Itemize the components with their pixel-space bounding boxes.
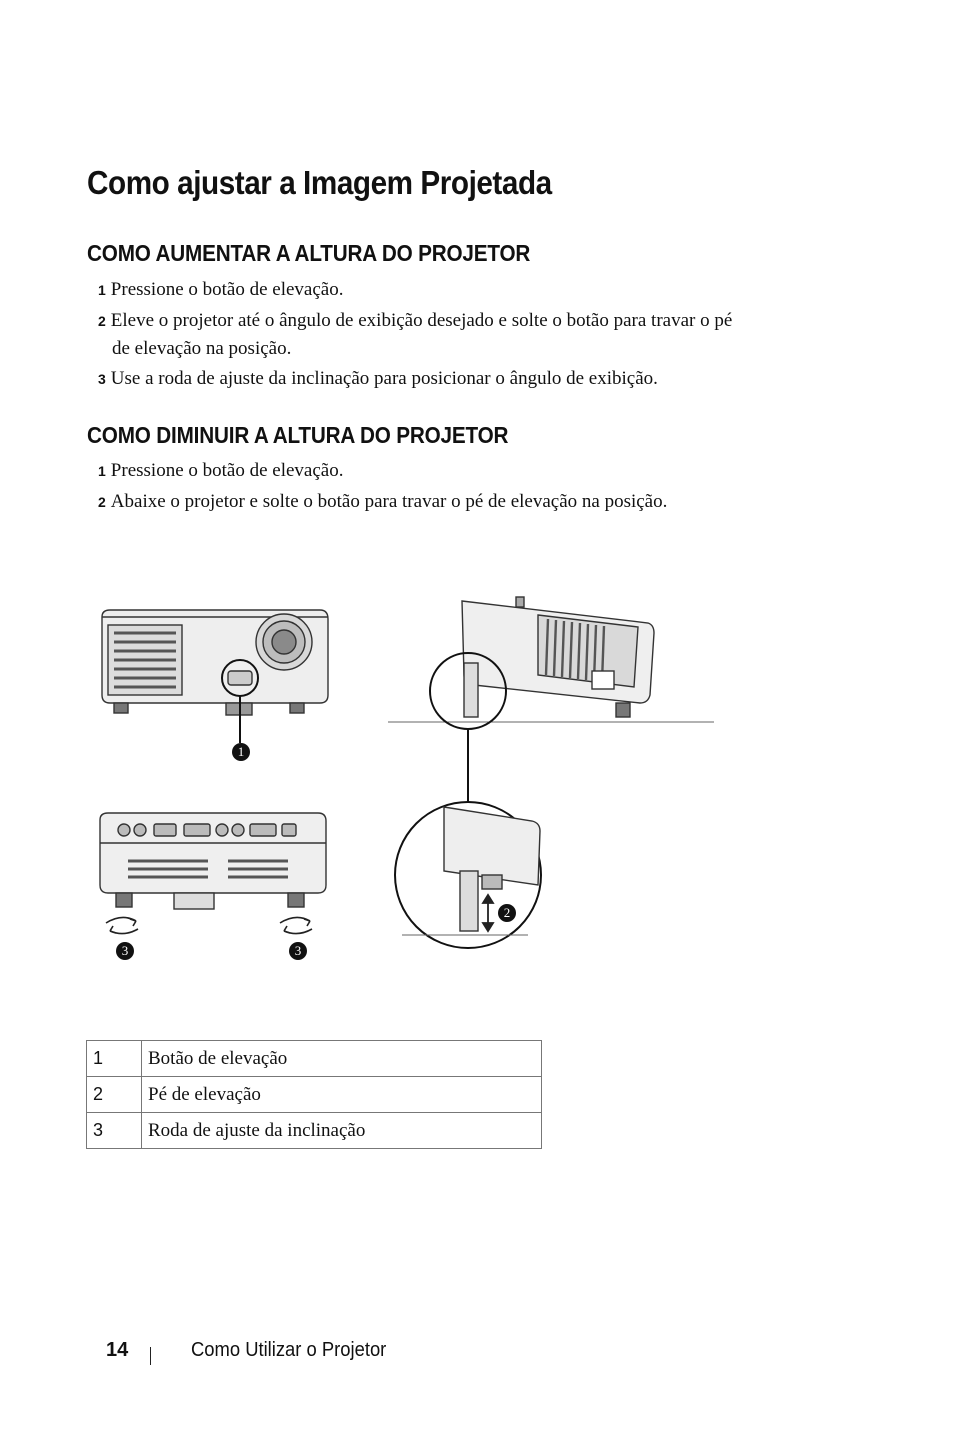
raise-step-1 [98,276,828,304]
legend-label: Botão de elevação [142,1041,542,1077]
page-number: 14 [106,1339,129,1361]
step-text-continuation: de elevação na posição. [112,338,292,359]
step-number: 2 [98,313,106,329]
table-row [87,1113,542,1149]
legend-number: 2 [87,1077,142,1113]
legend-number: 1 [87,1041,142,1077]
step-text: Pressione o botão de elevação. [110,279,344,300]
page-title: Como ajustar a Imagem Projetada [87,164,552,201]
step-number: 1 [98,282,106,298]
lower-step-1 [98,457,828,485]
callout-2: 2 [498,904,516,922]
section-heading-lower: COMO DIMINUIR A ALTURA DO PROJETOR [87,422,509,448]
step-number: 1 [98,463,106,479]
step-text: Eleve o projetor até o ângulo de exibição desejado e solte o botão para travar o pé [110,310,733,331]
legend-table [86,1040,542,1149]
callout-1: 1 [232,743,250,761]
step-number: 2 [98,494,106,510]
legend-number: 3 [87,1113,142,1149]
projector-illustration [88,545,720,1000]
step-text: Pressione o botão de elevação. [110,460,344,481]
raise-step-2 [98,307,828,363]
step-text: Abaixe o projetor e solte o botão para travar o pé de elevação na posição. [110,491,668,512]
step-number: 3 [98,371,106,387]
legend-label: Roda de ajuste da inclinação [142,1113,542,1149]
lower-step-2 [98,488,828,516]
footer-divider [150,1347,151,1365]
section-heading-raise: COMO AUMENTAR A ALTURA DO PROJETOR [87,240,531,266]
projector-front-view [102,610,328,715]
table-row [87,1077,542,1113]
table-row [87,1041,542,1077]
step-text: Use a roda de ajuste da inclinação para posicionar o ângulo de exibição. [110,368,658,389]
raise-step-3 [98,365,828,393]
footer-chapter: Como Utilizar o Projetor [191,1339,387,1361]
callout-3-right: 3 [289,942,307,960]
callout-3-left: 3 [116,942,134,960]
legend-label: Pé de elevação [142,1077,542,1113]
